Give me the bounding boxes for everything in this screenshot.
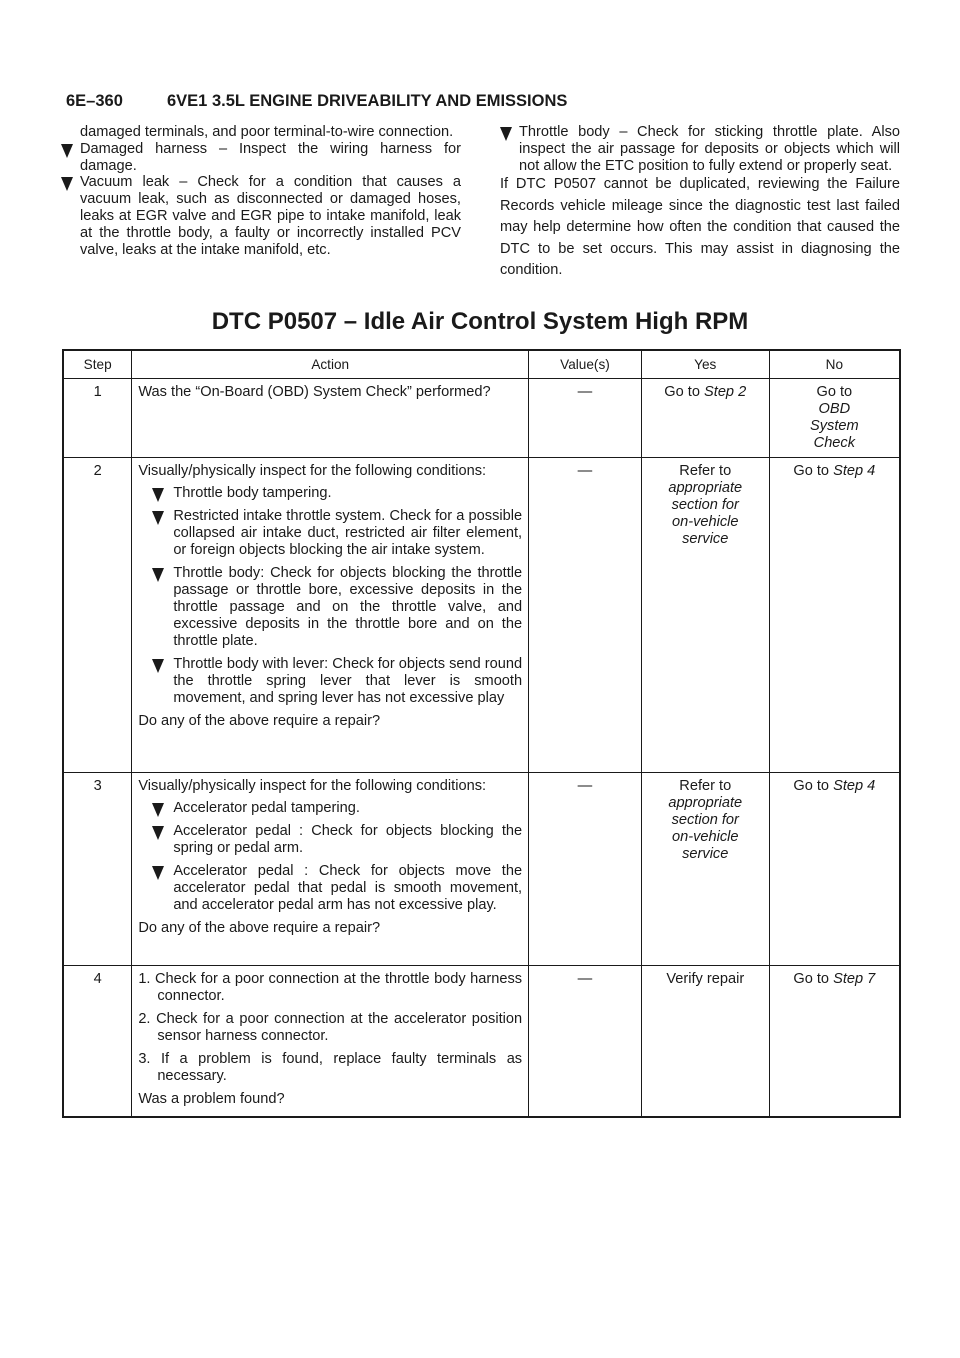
action-bullet-text: Restricted intake throttle system. Check for a possible collapsed air intake duct, restricted air filter element, or foreign objects blocking the air intake system.: [173, 507, 523, 558]
step-number: 2: [63, 457, 132, 772]
step-action: Was the “On-Board (OBD) System Check” performed?: [132, 378, 529, 457]
header-values: Value(s): [529, 350, 642, 378]
section-title: DTC P0507 – Idle Air Control System High RPM: [211, 308, 749, 335]
intro-bullet-text: Vacuum leak – Check for a condition that causes a vacuum leak, such as disconnected or damaged hoses, leaks at EGR valve and EGR pipe to intake manifold, leak at the throttle body, a faulty or incorrectly installed PCV valve, leaks at the intake manifold, etc.: [80, 174, 461, 258]
yes-ref-link[interactable]: Step 2: [704, 383, 747, 400]
no-prefix: Go to: [793, 462, 834, 479]
action-bullet: [138, 485, 522, 502]
intro-continued-text: damaged terminals, and poor terminal-to-wire connection.: [80, 124, 454, 140]
step-no: [769, 378, 900, 457]
intro-paragraph: If DTC P0507 cannot be duplicated, reviewing the Failure Records vehicle mileage since the diagnostic test last failed may help determine how often the condition that caused the DTC to be set occurs. This may assist in diagnosing the condition.: [500, 176, 900, 279]
intro-bullet-vacuum: [80, 174, 461, 258]
action-bullet: [138, 565, 522, 650]
table-row: [63, 772, 900, 965]
step-value: —: [529, 772, 642, 965]
intro-bullet-throttle: [500, 124, 900, 174]
triangle-bullet-icon: [152, 866, 164, 880]
intro-right-column: [500, 124, 900, 282]
step-value: —: [529, 378, 642, 457]
intro-bullet-text: Damaged harness – Inspect the wiring harness for damage.: [80, 140, 461, 174]
triangle-bullet-icon: [61, 177, 73, 191]
no-prefix: Go to: [793, 777, 834, 794]
step-value: —: [529, 965, 642, 1117]
no-ref-link[interactable]: Step 7: [833, 970, 876, 987]
table-row: [63, 965, 900, 1117]
header-action: Action: [132, 350, 529, 378]
step-no: [769, 965, 900, 1117]
step-yes: Verify repair: [641, 965, 769, 1117]
numbered-item: 1. Check for a poor connection at the throttle body harness connector.: [138, 970, 523, 1004]
triangle-bullet-icon: [61, 144, 73, 158]
diagnostic-table: [62, 349, 901, 1118]
action-bullet-text: Throttle body tampering.: [173, 484, 332, 501]
table-header-row: [63, 350, 900, 378]
no-ref-link[interactable]: OBD System Check: [810, 400, 859, 451]
no-ref-link[interactable]: Step 4: [833, 462, 876, 479]
yes-ref-link[interactable]: appropriate section for on-vehicle service: [668, 794, 743, 862]
action-question: Do any of the above require a repair?: [138, 712, 381, 729]
header-step: Step: [63, 350, 132, 378]
triangle-bullet-icon: [500, 127, 512, 141]
action-question: Do any of the above require a repair?: [138, 919, 381, 936]
yes-ref-link[interactable]: appropriate section for on-vehicle service: [668, 479, 743, 547]
yes-prefix: Go to: [664, 383, 705, 400]
triangle-bullet-icon: [152, 803, 164, 817]
step-number: 1: [63, 378, 132, 457]
action-intro: Visually/physically inspect for the following conditions:: [138, 777, 487, 794]
page-number: 6E–360: [66, 92, 123, 110]
action-bullet-text: Throttle body: Check for objects blocking the throttle passage or throttle bore, excessive deposits in the throttle passage and on the throttle valve, and excessive deposits in the throttle bore and on the throttle plate.: [173, 564, 523, 649]
action-intro: Visually/physically inspect for the following conditions:: [138, 462, 487, 479]
action-bullet: [138, 800, 522, 817]
intro-bullet-harness: [80, 141, 461, 175]
step-no: [769, 457, 900, 772]
numbered-item: 3. If a problem is found, replace faulty terminals as necessary.: [138, 1050, 523, 1084]
triangle-bullet-icon: [152, 826, 164, 840]
action-bullet: [138, 508, 522, 559]
action-bullet-text: Accelerator pedal tampering.: [173, 799, 360, 816]
triangle-bullet-icon: [152, 659, 164, 673]
yes-prefix: Refer to: [679, 462, 732, 479]
action-bullet: [138, 656, 522, 707]
action-bullet-text: Accelerator pedal : Check for objects move the accelerator pedal that pedal is smooth movement, and accelerator pedal arm has not excessive play.: [173, 862, 523, 913]
step-yes: [641, 772, 769, 965]
no-prefix: Go to: [816, 383, 853, 400]
step-action: [132, 965, 529, 1117]
triangle-bullet-icon: [152, 488, 164, 502]
page-header-title: 6VE1 3.5L ENGINE DRIVEABILITY AND EMISSIONS: [167, 92, 568, 110]
step-action: [132, 772, 529, 965]
no-prefix: Go to: [793, 970, 834, 987]
step-yes: [641, 457, 769, 772]
triangle-bullet-icon: [152, 511, 164, 525]
step-number: 4: [63, 965, 132, 1117]
step-no: [769, 772, 900, 965]
header-no: No: [769, 350, 900, 378]
numbered-item: 2. Check for a poor connection at the accelerator position sensor harness connector.: [138, 1010, 523, 1044]
intro-left-column: [80, 124, 461, 258]
table-row: [63, 457, 900, 772]
page-header: [66, 92, 567, 111]
yes-prefix: Refer to: [679, 777, 732, 794]
action-bullet: [138, 823, 522, 857]
action-bullet-text: Throttle body with lever: Check for objects send round the throttle spring lever that lever is smooth movement, and spring lever has not excessive play: [173, 655, 523, 706]
step-yes: [641, 378, 769, 457]
step-action: [132, 457, 529, 772]
action-bullet: [138, 863, 522, 914]
step-number: 3: [63, 772, 132, 965]
intro-bullet-text: Throttle body – Check for sticking throttle plate. Also inspect the air passage for deposits or objects which will not allow the ETC position to fully extend or properly seat.: [519, 124, 900, 174]
table-row: [63, 378, 900, 457]
header-yes: Yes: [641, 350, 769, 378]
step-value: —: [529, 457, 642, 772]
action-bullet-text: Accelerator pedal : Check for objects blocking the spring or pedal arm.: [173, 822, 523, 856]
no-ref-link[interactable]: Step 4: [833, 777, 876, 794]
action-question: Was a problem found?: [138, 1090, 285, 1107]
triangle-bullet-icon: [152, 568, 164, 582]
